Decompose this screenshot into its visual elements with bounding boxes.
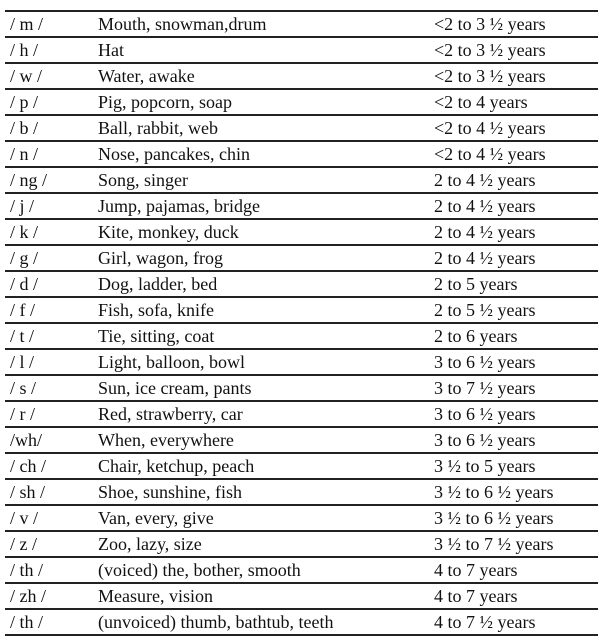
example-words-cell: Sun, ice cream, pants [98,375,434,401]
example-words-cell: Red, strawberry, car [98,401,434,427]
age-range-cell: 3 ½ to 6 ½ years [434,505,598,531]
table-body [5,11,598,635]
example-words-cell: Pig, popcorn, soap [98,89,434,115]
example-words-cell: Measure, vision [98,583,434,609]
age-range-cell: <2 to 3 ½ years [434,63,598,89]
table-row [5,271,598,297]
table-row [5,11,598,37]
age-range-cell: 3 to 6 ½ years [434,349,598,375]
sound-cell: / s / [5,375,98,401]
sound-cell: / b / [5,115,98,141]
speech-sound-development-table [5,10,598,636]
table-row [5,115,598,141]
example-words-cell: Dog, ladder, bed [98,271,434,297]
table-row [5,609,598,635]
sound-cell: / n / [5,141,98,167]
table-row [5,557,598,583]
table-row [5,63,598,89]
example-words-cell: Mouth, snowman,drum [98,11,434,37]
age-range-cell: 2 to 5 years [434,271,598,297]
age-range-cell: 3 to 7 ½ years [434,375,598,401]
sound-cell: / p / [5,89,98,115]
sound-cell: / d / [5,271,98,297]
age-range-cell: <2 to 3 ½ years [434,11,598,37]
table-row [5,297,598,323]
age-range-cell: <2 to 4 ½ years [434,115,598,141]
sound-cell: / t / [5,323,98,349]
example-words-cell: Zoo, lazy, size [98,531,434,557]
age-range-cell: 4 to 7 ½ years [434,609,598,635]
table-row [5,531,598,557]
example-words-cell: Tie, sitting, coat [98,323,434,349]
example-words-cell: Girl, wagon, frog [98,245,434,271]
table-row [5,245,598,271]
sound-cell: / ch / [5,453,98,479]
table-row [5,479,598,505]
table-row [5,37,598,63]
example-words-cell: Water, awake [98,63,434,89]
table-row [5,323,598,349]
age-range-cell: <2 to 4 years [434,89,598,115]
age-range-cell: 3 ½ to 7 ½ years [434,531,598,557]
age-range-cell: 2 to 4 ½ years [434,219,598,245]
example-words-cell: Fish, sofa, knife [98,297,434,323]
age-range-cell: 3 ½ to 6 ½ years [434,479,598,505]
sound-cell: / th / [5,609,98,635]
example-words-cell: Nose, pancakes, chin [98,141,434,167]
example-words-cell: Chair, ketchup, peach [98,453,434,479]
age-range-cell: 2 to 4 ½ years [434,193,598,219]
sound-cell: / ng / [5,167,98,193]
sound-cell: / m / [5,11,98,37]
example-words-cell: Light, balloon, bowl [98,349,434,375]
table-row [5,453,598,479]
example-words-cell: Shoe, sunshine, fish [98,479,434,505]
sound-cell: / r / [5,401,98,427]
sound-cell: / z / [5,531,98,557]
table-row [5,193,598,219]
sound-cell: / g / [5,245,98,271]
example-words-cell: Ball, rabbit, web [98,115,434,141]
table-row [5,141,598,167]
sound-cell: / h / [5,37,98,63]
age-range-cell: 4 to 7 years [434,557,598,583]
age-range-cell: 3 to 6 ½ years [434,401,598,427]
sound-cell: / k / [5,219,98,245]
age-range-cell: <2 to 4 ½ years [434,141,598,167]
example-words-cell: When, everywhere [98,427,434,453]
age-range-cell: 3 ½ to 5 years [434,453,598,479]
sound-cell: / sh / [5,479,98,505]
table-row [5,375,598,401]
sound-cell: /wh/ [5,427,98,453]
example-words-cell: Jump, pajamas, bridge [98,193,434,219]
table-row [5,401,598,427]
example-words-cell: Kite, monkey, duck [98,219,434,245]
sound-cell: / zh / [5,583,98,609]
sound-cell: / w / [5,63,98,89]
table-row [5,167,598,193]
table-row [5,427,598,453]
table-row [5,89,598,115]
example-words-cell: (voiced) the, bother, smooth [98,557,434,583]
sound-cell: / f / [5,297,98,323]
age-range-cell: 2 to 6 years [434,323,598,349]
example-words-cell: Song, singer [98,167,434,193]
table-row [5,219,598,245]
sound-cell: / j / [5,193,98,219]
age-range-cell: 2 to 4 ½ years [434,245,598,271]
sound-cell: / v / [5,505,98,531]
sound-cell: / th / [5,557,98,583]
age-range-cell: 3 to 6 ½ years [434,427,598,453]
sound-cell: / l / [5,349,98,375]
example-words-cell: Hat [98,37,434,63]
age-range-cell: 2 to 4 ½ years [434,167,598,193]
table-row [5,505,598,531]
table-row [5,583,598,609]
age-range-cell: 2 to 5 ½ years [434,297,598,323]
table-row [5,349,598,375]
age-range-cell: 4 to 7 years [434,583,598,609]
example-words-cell: (unvoiced) thumb, bathtub, teeth [98,609,434,635]
example-words-cell: Van, every, give [98,505,434,531]
age-range-cell: <2 to 3 ½ years [434,37,598,63]
